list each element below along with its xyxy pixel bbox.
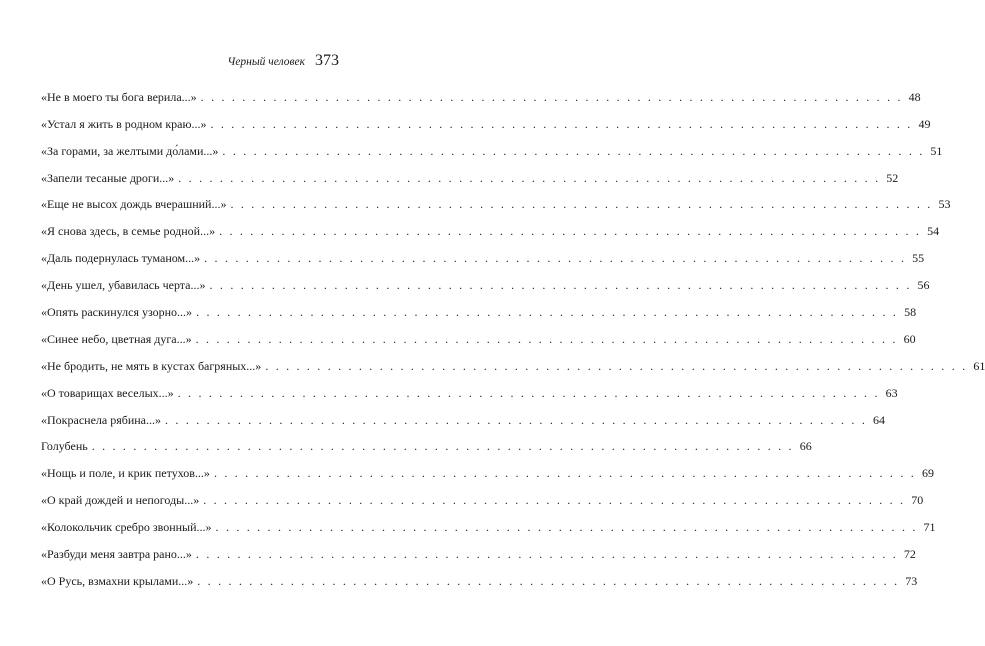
toc-entry [41, 400, 886, 427]
toc-entry-page: 48 [908, 89, 921, 104]
toc-entry-title: «О Русь, взмахни крылами...» [41, 573, 194, 588]
toc-entry [41, 104, 931, 131]
toc-entry [41, 561, 918, 588]
toc-entry [41, 346, 985, 373]
toc-entry-title: «Не бродить, не мять в кустах багряных...» [41, 358, 262, 373]
toc-entry-page: 56 [917, 278, 930, 293]
dot-leader: . . . . . . . . . . . . . . . . . . . . . . . . . . . . . . . . . . . . . . . . . . . . . . . . . . . . . . . . . . . . . . . . . . . . [91, 439, 794, 454]
dot-leader: . . . . . . . . . . . . . . . . . . . . . . . . . . . . . . . . . . . . . . . . . . . . . . . . . . . . . . . . . . . . . . . . . . . . [230, 197, 933, 212]
toc-entry [41, 185, 951, 212]
toc-entry-title: «Опять раскинулся узорно...» [41, 305, 193, 320]
toc-entry-page: 49 [918, 116, 931, 131]
toc-entry-title: «Синее небо, цветная дуга...» [41, 331, 192, 346]
toc-entry [41, 158, 899, 185]
toc-entry-title: «Нощь и поле, и крик петухов...» [41, 466, 210, 481]
dot-leader: . . . . . . . . . . . . . . . . . . . . . . . . . . . . . . . . . . . . . . . . . . . . . . . . . . . . . . . . . . . . . . . . . . . . [165, 412, 868, 427]
toc-entry [41, 211, 940, 239]
dot-leader: . . . . . . . . . . . . . . . . . . . . . . . . . . . . . . . . . . . . . . . . . . . . . . . . . . . . . . . . . . . . . . . . . . . . [196, 305, 899, 320]
toc-entry [41, 480, 924, 508]
toc-entry [41, 319, 916, 346]
dot-leader: . . . . . . . . . . . . . . . . . . . . . . . . . . . . . . . . . . . . . . . . . . . . . . . . . . . . . . . . . . . . . . . . . . . . [222, 143, 925, 158]
toc-entry-page: 60 [903, 331, 916, 346]
toc-entry-page: 73 [905, 573, 918, 588]
toc-entry-page: 53 [938, 197, 951, 212]
toc-entry-page: 72 [903, 547, 916, 562]
dot-leader: . . . . . . . . . . . . . . . . . . . . . . . . . . . . . . . . . . . . . . . . . . . . . . . . . . . . . . . . . . . . . . . . . . . . [215, 520, 918, 535]
toc-entry-title: «За горами, за желтыми до́лами...» [41, 143, 219, 158]
toc-entry-page: 64 [873, 412, 886, 427]
toc-entry [41, 427, 812, 454]
toc-entry-page: 58 [904, 305, 917, 320]
dot-leader: . . . . . . . . . . . . . . . . . . . . . . . . . . . . . . . . . . . . . . . . . . . . . . . . . . . . . . . . . . . . . . . . . . . . [203, 493, 906, 508]
toc-entry-title: «День ушел, убавилась черта...» [41, 278, 206, 293]
page-number: 373 [315, 52, 339, 69]
toc-entry-title: Голубень [41, 439, 88, 454]
toc-entry-page: 66 [799, 439, 812, 454]
toc-entry-title: «Разбуди меня завтра рано...» [41, 547, 192, 562]
toc-entry-page: 69 [921, 466, 934, 481]
toc-entry-title: «Устал я жить в родном краю...» [41, 116, 207, 131]
toc-entry-page: 51 [930, 143, 943, 158]
toc-entry [41, 453, 934, 481]
running-title: Черный человек [227, 56, 305, 68]
toc-entry [41, 507, 936, 535]
toc-entry-page: 52 [886, 170, 899, 185]
toc-entry-title: «О край дождей и непогоды...» [41, 493, 200, 508]
toc-entry [41, 131, 943, 158]
toc-entry-page: 63 [885, 385, 898, 400]
dot-leader: . . . . . . . . . . . . . . . . . . . . . . . . . . . . . . . . . . . . . . . . . . . . . . . . . . . . . . . . . . . . . . . . . . . . [178, 170, 881, 185]
dot-leader: . . . . . . . . . . . . . . . . . . . . . . . . . . . . . . . . . . . . . . . . . . . . . . . . . . . . . . . . . . . . . . . . . . . . [219, 224, 922, 239]
toc-entry-page: 61 [973, 358, 985, 373]
toc-entry-title: «Покраснела рябина...» [41, 412, 162, 427]
toc-entry [41, 265, 930, 293]
table-of-contents [41, 77, 985, 588]
toc-entry [41, 77, 921, 104]
toc-entry-title: «О товарищах веселых...» [41, 385, 174, 400]
toc-entry-title: «Не в моего ты бога верила...» [41, 89, 197, 104]
toc-entry-page: 71 [923, 520, 936, 535]
dot-leader: . . . . . . . . . . . . . . . . . . . . . . . . . . . . . . . . . . . . . . . . . . . . . . . . . . . . . . . . . . . . . . . . . . . . [204, 251, 907, 266]
toc-entry-title: «Даль подернулась туманом...» [41, 251, 201, 266]
dot-leader: . . . . . . . . . . . . . . . . . . . . . . . . . . . . . . . . . . . . . . . . . . . . . . . . . . . . . . . . . . . . . . . . . . . . [200, 89, 903, 104]
toc-entry-title: «Колокольчик сребро звонный...» [41, 520, 212, 535]
dot-leader: . . . . . . . . . . . . . . . . . . . . . . . . . . . . . . . . . . . . . . . . . . . . . . . . . . . . . . . . . . . . . . . . . . . . [265, 358, 968, 373]
dot-leader: . . . . . . . . . . . . . . . . . . . . . . . . . . . . . . . . . . . . . . . . . . . . . . . . . . . . . . . . . . . . . . . . . . . . [197, 573, 900, 588]
toc-entry-page: 54 [927, 224, 940, 239]
toc-entry [41, 238, 925, 266]
dot-leader: . . . . . . . . . . . . . . . . . . . . . . . . . . . . . . . . . . . . . . . . . . . . . . . . . . . . . . . . . . . . . . . . . . . . [195, 547, 898, 562]
dot-leader: . . . . . . . . . . . . . . . . . . . . . . . . . . . . . . . . . . . . . . . . . . . . . . . . . . . . . . . . . . . . . . . . . . . . [195, 331, 898, 346]
toc-entry [41, 292, 917, 320]
toc-entry-page: 55 [912, 251, 925, 266]
toc-entry [41, 534, 916, 562]
toc-entry-title: «Еще не высох дождь вчерашний...» [41, 197, 227, 212]
toc-entry-title: «Я снова здесь, в семье родной...» [41, 224, 216, 239]
toc-entry-page: 70 [911, 493, 924, 508]
toc-entry-title: «Запели тесаные дроги...» [41, 170, 175, 185]
dot-leader: . . . . . . . . . . . . . . . . . . . . . . . . . . . . . . . . . . . . . . . . . . . . . . . . . . . . . . . . . . . . . . . . . . . . [209, 278, 912, 293]
dot-leader: . . . . . . . . . . . . . . . . . . . . . . . . . . . . . . . . . . . . . . . . . . . . . . . . . . . . . . . . . . . . . . . . . . . . [213, 466, 916, 481]
running-head [227, 52, 339, 70]
dot-leader: . . . . . . . . . . . . . . . . . . . . . . . . . . . . . . . . . . . . . . . . . . . . . . . . . . . . . . . . . . . . . . . . . . . . [177, 385, 880, 400]
toc-entry [41, 373, 898, 400]
dot-leader: . . . . . . . . . . . . . . . . . . . . . . . . . . . . . . . . . . . . . . . . . . . . . . . . . . . . . . . . . . . . . . . . . . . . [210, 116, 913, 131]
